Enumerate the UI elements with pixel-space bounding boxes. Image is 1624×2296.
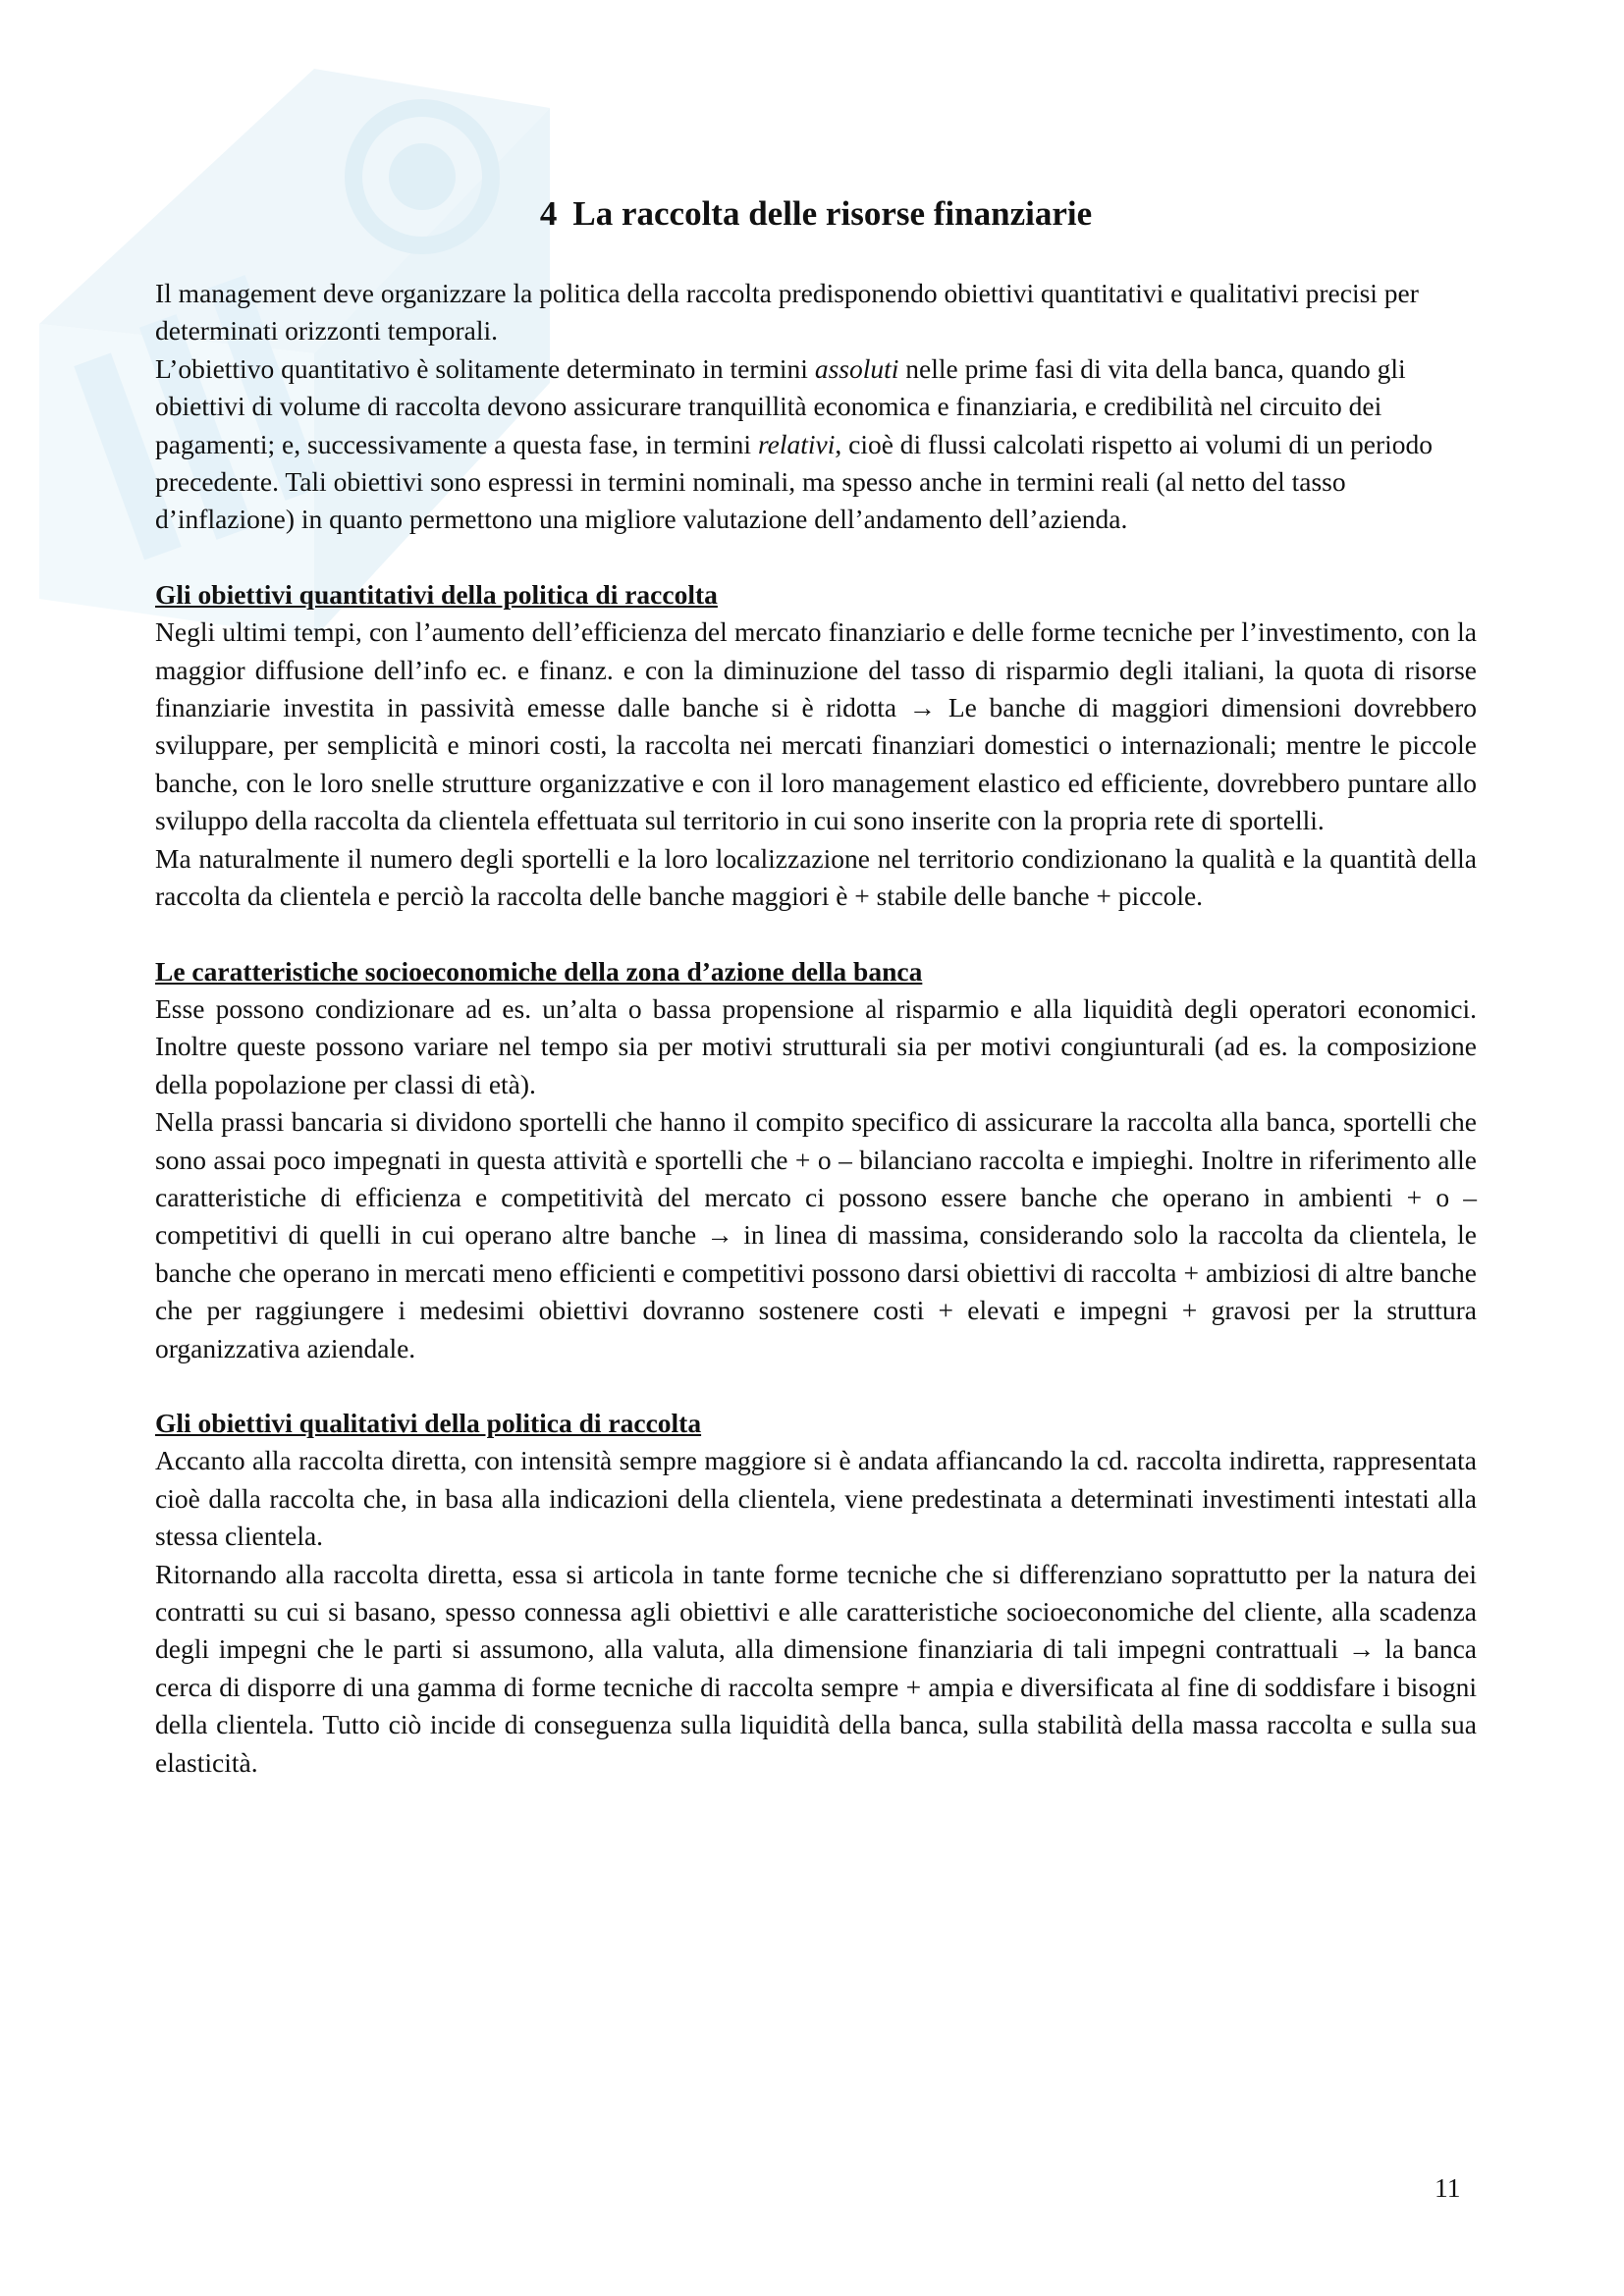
section-paragraph: Accanto alla raccolta diretta, con intensità sempre maggiore si è andata affiancando la cd. raccolta indiretta, rappresentata cioè dalla raccolta che, in basa alla indicazioni della clientela, viene predestinata a determinati investimenti intestati alla stessa clientela. bbox=[155, 1445, 1477, 1552]
section-heading: Gli obiettivi qualitativi della politica di raccolta bbox=[155, 1407, 702, 1438]
section-qualitative-objectives bbox=[155, 1405, 1477, 1782]
page-content bbox=[155, 192, 1477, 1782]
section-quantitative-objectives bbox=[155, 576, 1477, 916]
intro-paragraph-2 bbox=[155, 350, 1477, 539]
arrow-right-icon: → bbox=[696, 1219, 744, 1251]
intro-paragraph-1: Il management deve organizzare la politica della raccolta predisponendo obiettivi quantitativi e qualitativi precisi per determinati orizzonti temporali. bbox=[155, 278, 1419, 347]
intro-text-part-1: L’obiettivo quantitativo è solitamente determinato in termini bbox=[155, 352, 815, 384]
paragraph-text: Le banche di maggiori dimensioni dovrebbero sviluppare, per semplicità e minori costi, la raccolta nei mercati finanziari domestici o internazionali; mentre le piccole banche, con le loro snelle strutture organizzative e con il loro management elastico ed efficiente, dovrebbero puntare allo sviluppo della raccolta da clientela effettuata sul territorio in cui sono inserite con la propria rete di sportelli. bbox=[155, 692, 1478, 836]
section-paragraph bbox=[155, 614, 1477, 839]
chapter-title bbox=[155, 192, 1477, 236]
page-number: 11 bbox=[1435, 2172, 1461, 2203]
section-heading: Le caratteristiche socioeconomiche della zona d’azione della banca bbox=[155, 955, 923, 987]
section-heading: Gli obiettivi quantitativi della politica di raccolta bbox=[155, 578, 718, 610]
chapter-number: 4 bbox=[539, 194, 558, 233]
intro-emphasis-assoluti: assoluti bbox=[814, 352, 899, 384]
section-paragraph: Esse possono condizionare ad es. un’alta o bassa propensione al risparmio e alla liquidità degli operatori economici. Inoltre queste possono variare nel tempo sia per motivi strutturali sia per motivi congiunturali (ad es. la composizione della popolazione per classi di età). bbox=[155, 992, 1477, 1099]
section-paragraph bbox=[155, 1556, 1477, 1782]
paragraph-text: Nella prassi bancaria si dividono sportelli che hanno il compito specifico di assicurare la raccolta alla banca, sportelli che sono assai poco impegnati in questa attività e sportelli che + o – bilanciano raccolta e impieghi. Inoltre in riferimento alle caratteristiche di efficienza e competitività del mercato ci possono essere banche che operano in ambienti + o – competitivi di quelli in cui operano altre banche bbox=[155, 1106, 1477, 1251]
intro-emphasis-relativi: relativi bbox=[757, 428, 836, 459]
section-paragraph: Ma naturalmente il numero degli sportelli e la loro localizzazione nel territorio condizionano la qualità e la quantità della raccolta da clientela e perciò la raccolta delle banche maggiori è + stabile delle banche + piccole. bbox=[155, 842, 1477, 912]
paragraph-text: la banca cerca di disporre di una gamma di forme tecniche di raccolta sempre + ampia e diversificata al fine di soddisfare i bisogni della clientela. Tutto ciò incide di conseguenza sulla liquidità della banca, sulla stabilità della massa raccolta e sulla sua elasticità. bbox=[155, 1633, 1477, 1778]
section-socioeconomic-characteristics bbox=[155, 953, 1477, 1367]
paragraph-text: in linea di massima, considerando solo la raccolta da clientela, le banche che operano in mercati meno efficienti e competitivi possono darsi obiettivi di raccolta + ambiziosi di altre banche che per raggiungere i medesimi obiettivi dovranno sostenere costi + elevati e impegni + gravosi per la struttura organizzativa aziendale. bbox=[155, 1219, 1478, 1363]
arrow-right-icon: → bbox=[1338, 1633, 1385, 1665]
section-paragraph bbox=[155, 1103, 1477, 1367]
intro-text-part-2: nelle prime fasi di vita della banca, quando gli obiettivi di volume di raccolta devono assicurare tranquillità economica e finanziaria, e credibilità nel circuito dei pagamenti; e, successivamente a questa fase, in termini bbox=[155, 352, 1406, 459]
intro-text-part-3: , cioè di flussi calcolati rispetto ai volumi di un periodo precedente. Tali obiettivi sono espressi in termini nominali, ma spesso anche in termini reali (al netto del tasso d’inflazione) in quanto permettono una migliore valutazione dell’andamento dell’azienda. bbox=[155, 428, 1434, 535]
arrow-right-icon: → bbox=[896, 692, 948, 723]
paragraph-text: Ritornando alla raccolta diretta, essa si articola in tante forme tecniche che si differenziano soprattutto per la natura dei contratti su cui si basano, spesso connessa agli obiettivi e alle caratteristiche socioeconomiche del cliente, alla scadenza degli impegni che le parti si assumono, alla valuta, alla dimensione finanziaria di tali impegni contrattuali bbox=[155, 1558, 1477, 1665]
paragraph-text: Negli ultimi tempi, con l’aumento dell’efficienza del mercato finanziario e delle forme tecniche per l’investimento, con la maggior diffusione dell’info ec. e finanz. e con la diminuzione del tasso di risparmio degli italiani, la quota di risorse finanziarie investita in passività emesse dalle banche si è ridotta bbox=[155, 616, 1477, 723]
chapter-title-text: La raccolta delle risorse finanziarie bbox=[572, 194, 1093, 233]
